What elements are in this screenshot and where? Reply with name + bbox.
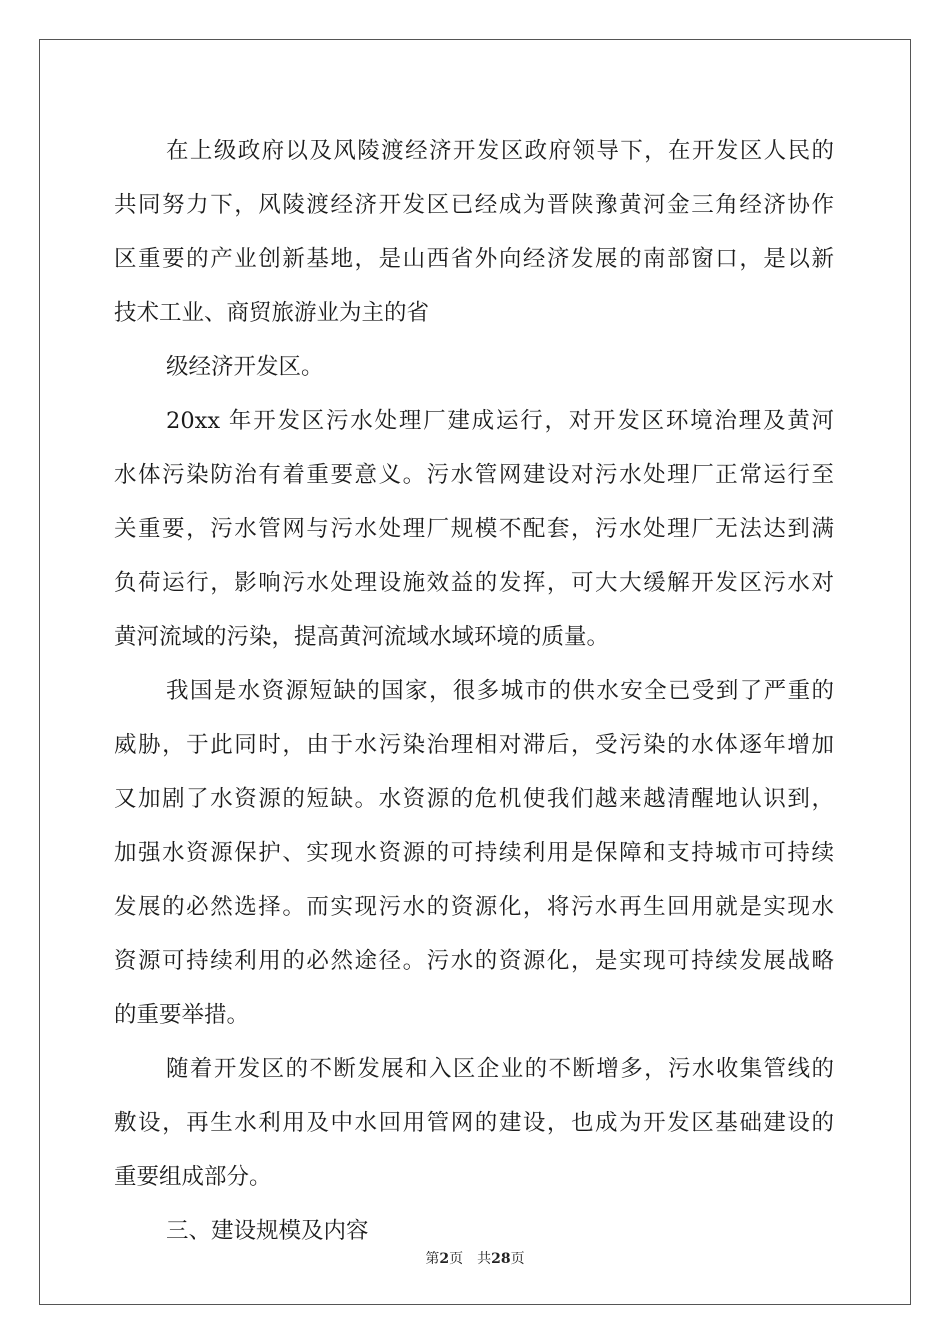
paragraph-line: 发展的必然选择。而实现污水的资源化，将污水再生回用就是实现水: [114, 894, 834, 920]
paragraph-line: 黄河流域的污染，提高黄河流域水域环境的质量。: [114, 624, 610, 650]
paragraph-line: 资源可持续利用的必然途径。污水的资源化，是实现可持续发展战略: [114, 948, 834, 974]
page-footer: [0, 1248, 950, 1268]
paragraph-line: 加强水资源保护、实现水资源的可持续利用是保障和支持城市可持续: [114, 840, 834, 866]
section-heading: 三、建设规模及内容: [166, 1218, 369, 1244]
paragraph-line: 在上级政府以及风陵渡经济开发区政府领导下，在开发区人民的: [166, 138, 834, 164]
page-number: 2: [439, 1251, 450, 1267]
paragraph-line: 我国是水资源短缺的国家，很多城市的供水安全已受到了严重的: [166, 678, 834, 704]
paragraph-line: 敷设，再生水利用及中水回用管网的建设，也成为开发区基础建设的: [114, 1110, 834, 1136]
paragraph-line: 区重要的产业创新基地，是山西省外向经济发展的南部窗口，是以新: [114, 246, 834, 272]
paragraph-line: 又加剧了水资源的短缺。水资源的危机使我们越来越清醒地认识到，: [114, 786, 834, 812]
total-prefix: 共: [477, 1251, 492, 1267]
paragraph-line: 威胁，于此同时，由于水污染治理相对滞后，受污染的水体逐年增加: [114, 732, 834, 758]
total-suffix: 页: [510, 1251, 525, 1267]
paragraph-line: 水体污染防治有着重要意义。污水管网建设对污水处理厂正常运行至: [114, 462, 834, 488]
paragraph-line: 20xx 年开发区污水处理厂建成运行，对开发区环境治理及黄河: [166, 408, 834, 434]
page-suffix: 页: [449, 1251, 464, 1267]
paragraph-line: 关重要，污水管网与污水处理厂规模不配套，污水处理厂无法达到满: [114, 516, 834, 542]
paragraph-line: 的重要举措。: [114, 1002, 250, 1028]
page-prefix: 第: [425, 1251, 440, 1267]
document-body: [114, 124, 834, 1258]
paragraph-line: 级经济开发区。: [166, 354, 324, 380]
paragraph-line: 重要组成部分。: [114, 1164, 272, 1190]
paragraph-line: 随着开发区的不断发展和入区企业的不断增多，污水收集管线的: [166, 1056, 834, 1082]
paragraph-line: 负荷运行，影响污水处理设施效益的发挥，可大大缓解开发区污水对: [114, 570, 834, 596]
total-pages: 28: [491, 1251, 511, 1267]
paragraph-line: 技术工业、商贸旅游业为主的省: [114, 300, 430, 326]
paragraph-line: 共同努力下，风陵渡经济开发区已经成为晋陕豫黄河金三角经济协作: [114, 192, 834, 218]
